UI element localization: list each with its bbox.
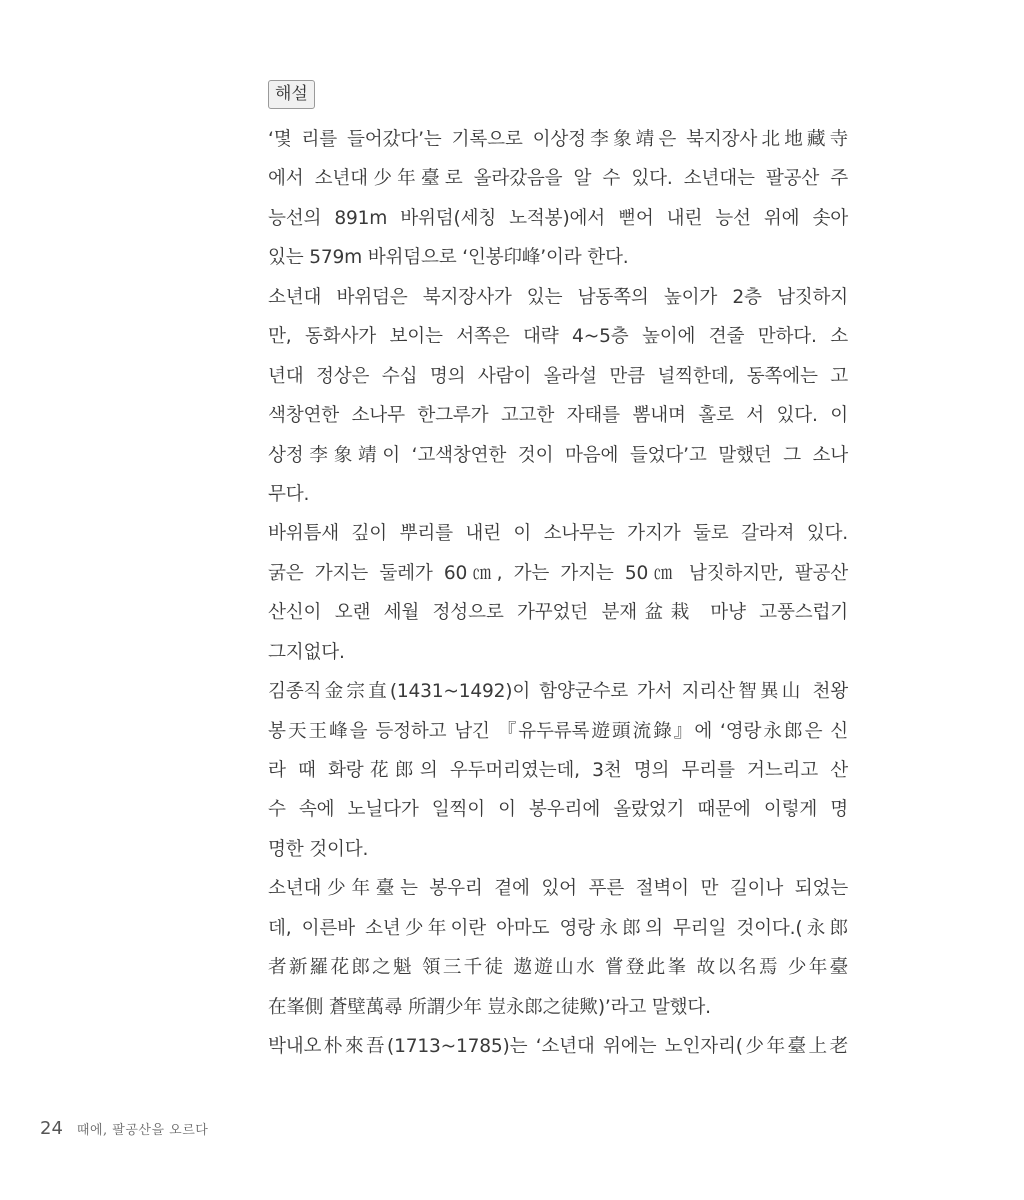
page-footer bbox=[40, 1118, 208, 1146]
text-line: 굵은 가지는 둘레가 60㎝, 가는 가지는 50㎝ 남짓하지만, 팔공산 bbox=[268, 562, 848, 584]
paragraph-1 bbox=[268, 120, 848, 278]
text-line: 산신이 오랜 세월 정성으로 가꾸었던 분재盆栽 마냥 고풍스럽기 bbox=[268, 602, 848, 624]
text-line: 상정李象靖이 ‘고색창연한 것이 마음에 들었다’고 말했던 그 소나 bbox=[268, 444, 848, 466]
paragraph-4 bbox=[268, 672, 848, 869]
text-line: 있는 579m 바위덤으로 ‘인봉印峰’이라 한다. bbox=[268, 247, 629, 269]
text-line: 라 때 화랑花郎의 우두머리였는데, 3천 명의 무리를 거느리고 산 bbox=[268, 760, 848, 781]
paragraph-3 bbox=[268, 514, 848, 672]
text-line: 능선의 891m 바위덤(세칭 노적봉)에서 뻗어 내린 능선 위에 솟아 bbox=[268, 207, 848, 229]
paragraph-2 bbox=[268, 278, 848, 515]
text-line: 데, 이른바 소년少年이란 아마도 영랑永郎의 무리일 것이다.(永郎 bbox=[268, 917, 848, 939]
text-line: 者新羅花郎之魁 領三千徒 遨遊山水 嘗登此峯 故以名焉 少年臺 bbox=[268, 957, 848, 979]
text-line: 소년대少年臺는 봉우리 곁에 있어 푸른 절벽이 만 길이나 되었는 bbox=[268, 878, 848, 900]
body-text bbox=[268, 120, 848, 1067]
text-line: 무다. bbox=[268, 483, 310, 505]
text-line: 색창연한 소나무 한그루가 고고한 자태를 뽐내며 홀로 서 있다. 이 bbox=[268, 405, 848, 427]
text-line: 박내오朴來吾(1713~1785)는 ‘소년대 위에는 노인자리(少年臺上老 bbox=[268, 1036, 848, 1058]
text-line: 바위틈새 깊이 뿌리를 내린 이 소나무는 가지가 둘로 갈라져 있다. bbox=[268, 523, 848, 545]
text-line: ‘몇 리를 들어갔다’는 기록으로 이상정李象靖은 북지장사北地藏寺 bbox=[268, 129, 848, 150]
paragraph-6 bbox=[268, 1027, 848, 1066]
text-line: 소년대 바위덤은 북지장사가 있는 남동쪽의 높이가 2층 남짓하지 bbox=[268, 286, 848, 308]
page-number: 24 bbox=[40, 1118, 63, 1139]
text-line: 만, 동화사가 보이는 서쪽은 대략 4~5층 높이에 견줄 만하다. 소 bbox=[268, 326, 848, 348]
text-line: 在峯側 蒼壁萬尋 所謂少年 豈永郎之徒歟)’라고 말했다. bbox=[268, 996, 711, 1018]
running-title: 때에, 팔공산을 오르다 bbox=[76, 1123, 209, 1138]
text-line: 에서 소년대少年臺로 올라갔음을 알 수 있다. 소년대는 팔공산 주 bbox=[268, 168, 848, 190]
paragraph-5 bbox=[268, 869, 848, 1027]
section-label: 해설 bbox=[268, 80, 315, 109]
text-line: 명한 것이다. bbox=[268, 838, 369, 860]
text-line: 김종직金宗直(1431~1492)이 함양군수로 가서 지리산智異山 천왕 bbox=[268, 681, 848, 703]
text-line: 년대 정상은 수십 명의 사람이 올라설 만큼 널찍한데, 동쪽에는 고 bbox=[268, 365, 848, 387]
text-line: 봉天王峰을 등정하고 남긴 『유두류록遊頭流錄』에 ‘영랑永郎은 신 bbox=[268, 720, 848, 742]
text-line: 수 속에 노닐다가 일찍이 이 봉우리에 올랐었기 때문에 이렇게 명 bbox=[268, 799, 848, 821]
text-line: 그지없다. bbox=[268, 641, 345, 663]
